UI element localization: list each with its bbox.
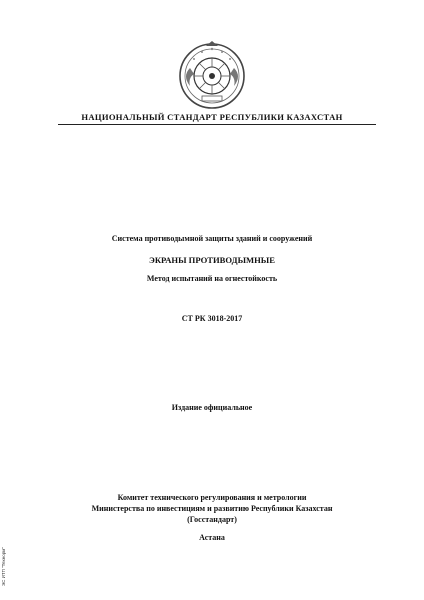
edition-label: Издание официальное [171, 403, 253, 412]
document-main-title: ЭКРАНЫ ПРОТИВОДЫМНЫЕ [149, 255, 275, 265]
national-standard-title: НАЦИОНАЛЬНЫЙ СТАНДАРТ РЕСПУБЛИКИ КАЗАХСТАН [81, 112, 343, 122]
publisher-line-3: (Госстандарт) [187, 515, 237, 524]
state-emblem-icon [176, 40, 248, 112]
standard-code: СТ РК 3018-2017 [181, 314, 243, 323]
publication-city: Астана [199, 533, 225, 542]
title-divider [58, 124, 376, 125]
system-title: Система противодымной защиты зданий и сооружений [111, 234, 313, 243]
publisher-line-2: Министерства по инвестициям и развитию Республики Казахстан [91, 504, 333, 513]
method-title: Метод испытаний на огнестойкость [146, 274, 278, 283]
side-watermark-note: ЭС ИТП "Технорм" [1, 546, 6, 586]
publisher-block [0, 492, 424, 525]
publisher-line-1: Комитет технического регулирования и метрологии [117, 493, 307, 502]
